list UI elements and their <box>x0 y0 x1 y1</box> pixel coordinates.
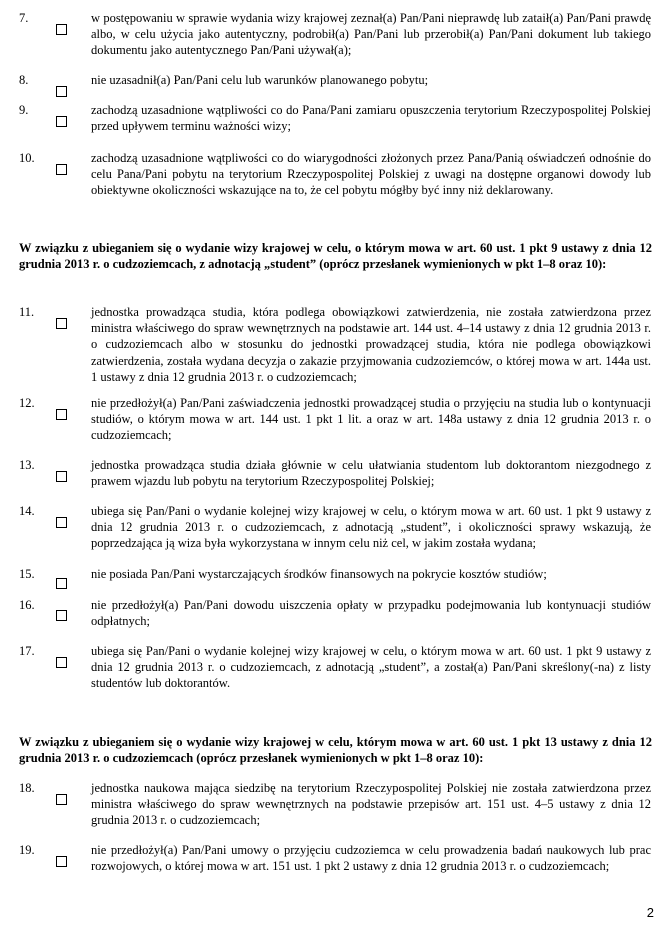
item-text: ubiega się Pan/Pani o wydanie kolejnej wizy krajowej w celu, o którym mowa w art. 60 ust. 1 pkt 9 ustawy z dnia 12 grudnia 2013 r. o cudzoziemcach, z adnotacją „student”, a został(a) Pan/Pani skreślony(-na) z listy studentów lub doktorantów. <box>91 644 651 691</box>
checkbox[interactable] <box>56 517 67 528</box>
checkbox[interactable] <box>56 318 67 329</box>
checkbox[interactable] <box>56 24 67 35</box>
item-text: jednostka naukowa mająca siedzibę na terytorium Rzeczypospolitej Polskiej nie została zatwierdzona przez ministra właściwego do spraw wewnętrznych na podstawie przepisów art. 151 ust. 4–5 ustawy z dnia 12 grudnia 2013 r. o cudzoziemcach; <box>91 781 651 828</box>
item-text: zachodzą uzasadnione wątpliwości co do Pana/Pani zamiaru opuszczenia terytorium Rzeczypospolitej Polskiej przed upływem terminu ważności wizy; <box>91 103 651 134</box>
item-text: jednostka prowadząca studia działa głównie w celu ułatwiania studentom lub doktorantom niezgodnego z prawem wjazdu lub pobytu na terytorium Rzeczypospolitej Polskiej; <box>91 458 651 489</box>
item-number: 11. <box>19 305 35 319</box>
item-number: 17. <box>19 644 35 658</box>
item-text: jednostka prowadząca studia, która podlega obowiązkowi zatwierdzenia, nie została zatwierdzona przez ministra właściwego do spraw wewnętrznych na podstawie art. 144 ust. 4–14 ustawy z dnia 12 grudnia 2013 r. o cudzoziemcach albo w stosunku do jednostki prowadzącej studia, która nie podlega obowiązkowi zatwierdzenia, została wydana decyzja o zakazie przyjmowania cudzoziemców, o której mowa w art. 144a ust. 1 ustawy z dnia 12 grudnia 2013 r. o cudzoziemcach; <box>91 305 651 384</box>
item-number: 12. <box>19 396 35 410</box>
item-number: 16. <box>19 598 35 612</box>
checkbox[interactable] <box>56 116 67 127</box>
checkbox[interactable] <box>56 164 67 175</box>
item-text: nie przedłożył(a) Pan/Pani zaświadczenia jednostki prowadzącej studia o przyjęciu na studia lub o kontynuacji studiów, o którym mowa w art. 144 ust. 1 pkt 1 lit. a oraz w art. 148a ustawy z dnia 12 grudnia 2013 r. o cudzoziemcach; <box>91 396 651 443</box>
item-number: 18. <box>19 781 35 795</box>
item-number: 8. <box>19 73 29 87</box>
section-heading: W związku z ubieganiem się o wydanie wizy krajowej w celu, którym mowa w art. 60 ust. 1 pkt 13 ustawy z dnia 12 grudnia 2013 r. o cudzoziemcach (oprócz przesłanek wymienionych w pkt 1–8 oraz 10): <box>19 735 652 766</box>
item-text: zachodzą uzasadnione wątpliwości co do wiarygodności złożonych przez Pana/Panią oświadczeń odnośnie do celu Pana/Pani pobytu na terytorium Rzeczypospolitej Polskiej z uwagi na dostępne organowi dowody lub obiektywne okoliczności wskazujące na to, że cel pobytu mógłby być inny niż deklarowany. <box>91 151 651 198</box>
item-number: 9. <box>19 103 29 117</box>
item-text: nie posiada Pan/Pani wystarczających środków finansowych na pokrycie kosztów studiów; <box>91 567 547 581</box>
item-text: ubiega się Pan/Pani o wydanie kolejnej wizy krajowej w celu, o którym mowa w art. 60 ust. 1 pkt 9 ustawy z dnia 12 grudnia 2013 r. o cudzoziemcach, z adnotacją „student”, i okoliczności sprawy wskazują, że poprzedzająca ją wiza była wykorzystana w innym celu niż cel, w jakim została wydana; <box>91 504 651 551</box>
item-number: 7. <box>19 11 29 25</box>
checkbox[interactable] <box>56 578 67 589</box>
item-text: w postępowaniu w sprawie wydania wizy krajowej zeznał(a) Pan/Pani nieprawdę lub zataił(a) Pan/Pani prawdę albo, w celu użycia jako autentyczny, podrobił(a) Pan/Pani lub przerobił(a) Pan/Pani dokument lub takiego dokumentu jako autentycznego Pan/Pani używał(a); <box>91 11 651 58</box>
item-number: 19. <box>19 843 35 857</box>
checkbox[interactable] <box>56 471 67 482</box>
item-number: 14. <box>19 504 35 518</box>
section-heading: W związku z ubieganiem się o wydanie wizy krajowej w celu, o którym mowa w art. 60 ust. 1 pkt 9 ustawy z dnia 12 grudnia 2013 r. o cudzoziemcach, z adnotacją „student” (oprócz przesłanek wymienionych w pkt 1–8 oraz 10): <box>19 241 652 272</box>
item-text: nie przedłożył(a) Pan/Pani dowodu uiszczenia opłaty w przypadku podejmowania lub kontynuacji studiów odpłatnych; <box>91 598 651 629</box>
checkbox[interactable] <box>56 86 67 97</box>
checkbox[interactable] <box>56 657 67 668</box>
checkbox[interactable] <box>56 856 67 867</box>
page-number: 2 <box>646 905 654 920</box>
item-number: 15. <box>19 567 35 581</box>
checkbox[interactable] <box>56 409 67 420</box>
item-text: nie uzasadnił(a) Pan/Pani celu lub warunków planowanego pobytu; <box>91 73 429 87</box>
item-text: nie przedłożył(a) Pan/Pani umowy o przyjęciu cudzoziemca w celu prowadzenia badań naukowych lub prac rozwojowych, o której mowa w art. 151 ust. 1 pkt 2 ustawy z dnia 12 grudnia 2013 r. o cudzoziemcach; <box>91 843 651 874</box>
checkbox[interactable] <box>56 794 67 805</box>
checkbox[interactable] <box>56 610 67 621</box>
item-number: 13. <box>19 458 35 472</box>
item-number: 10. <box>19 151 35 165</box>
